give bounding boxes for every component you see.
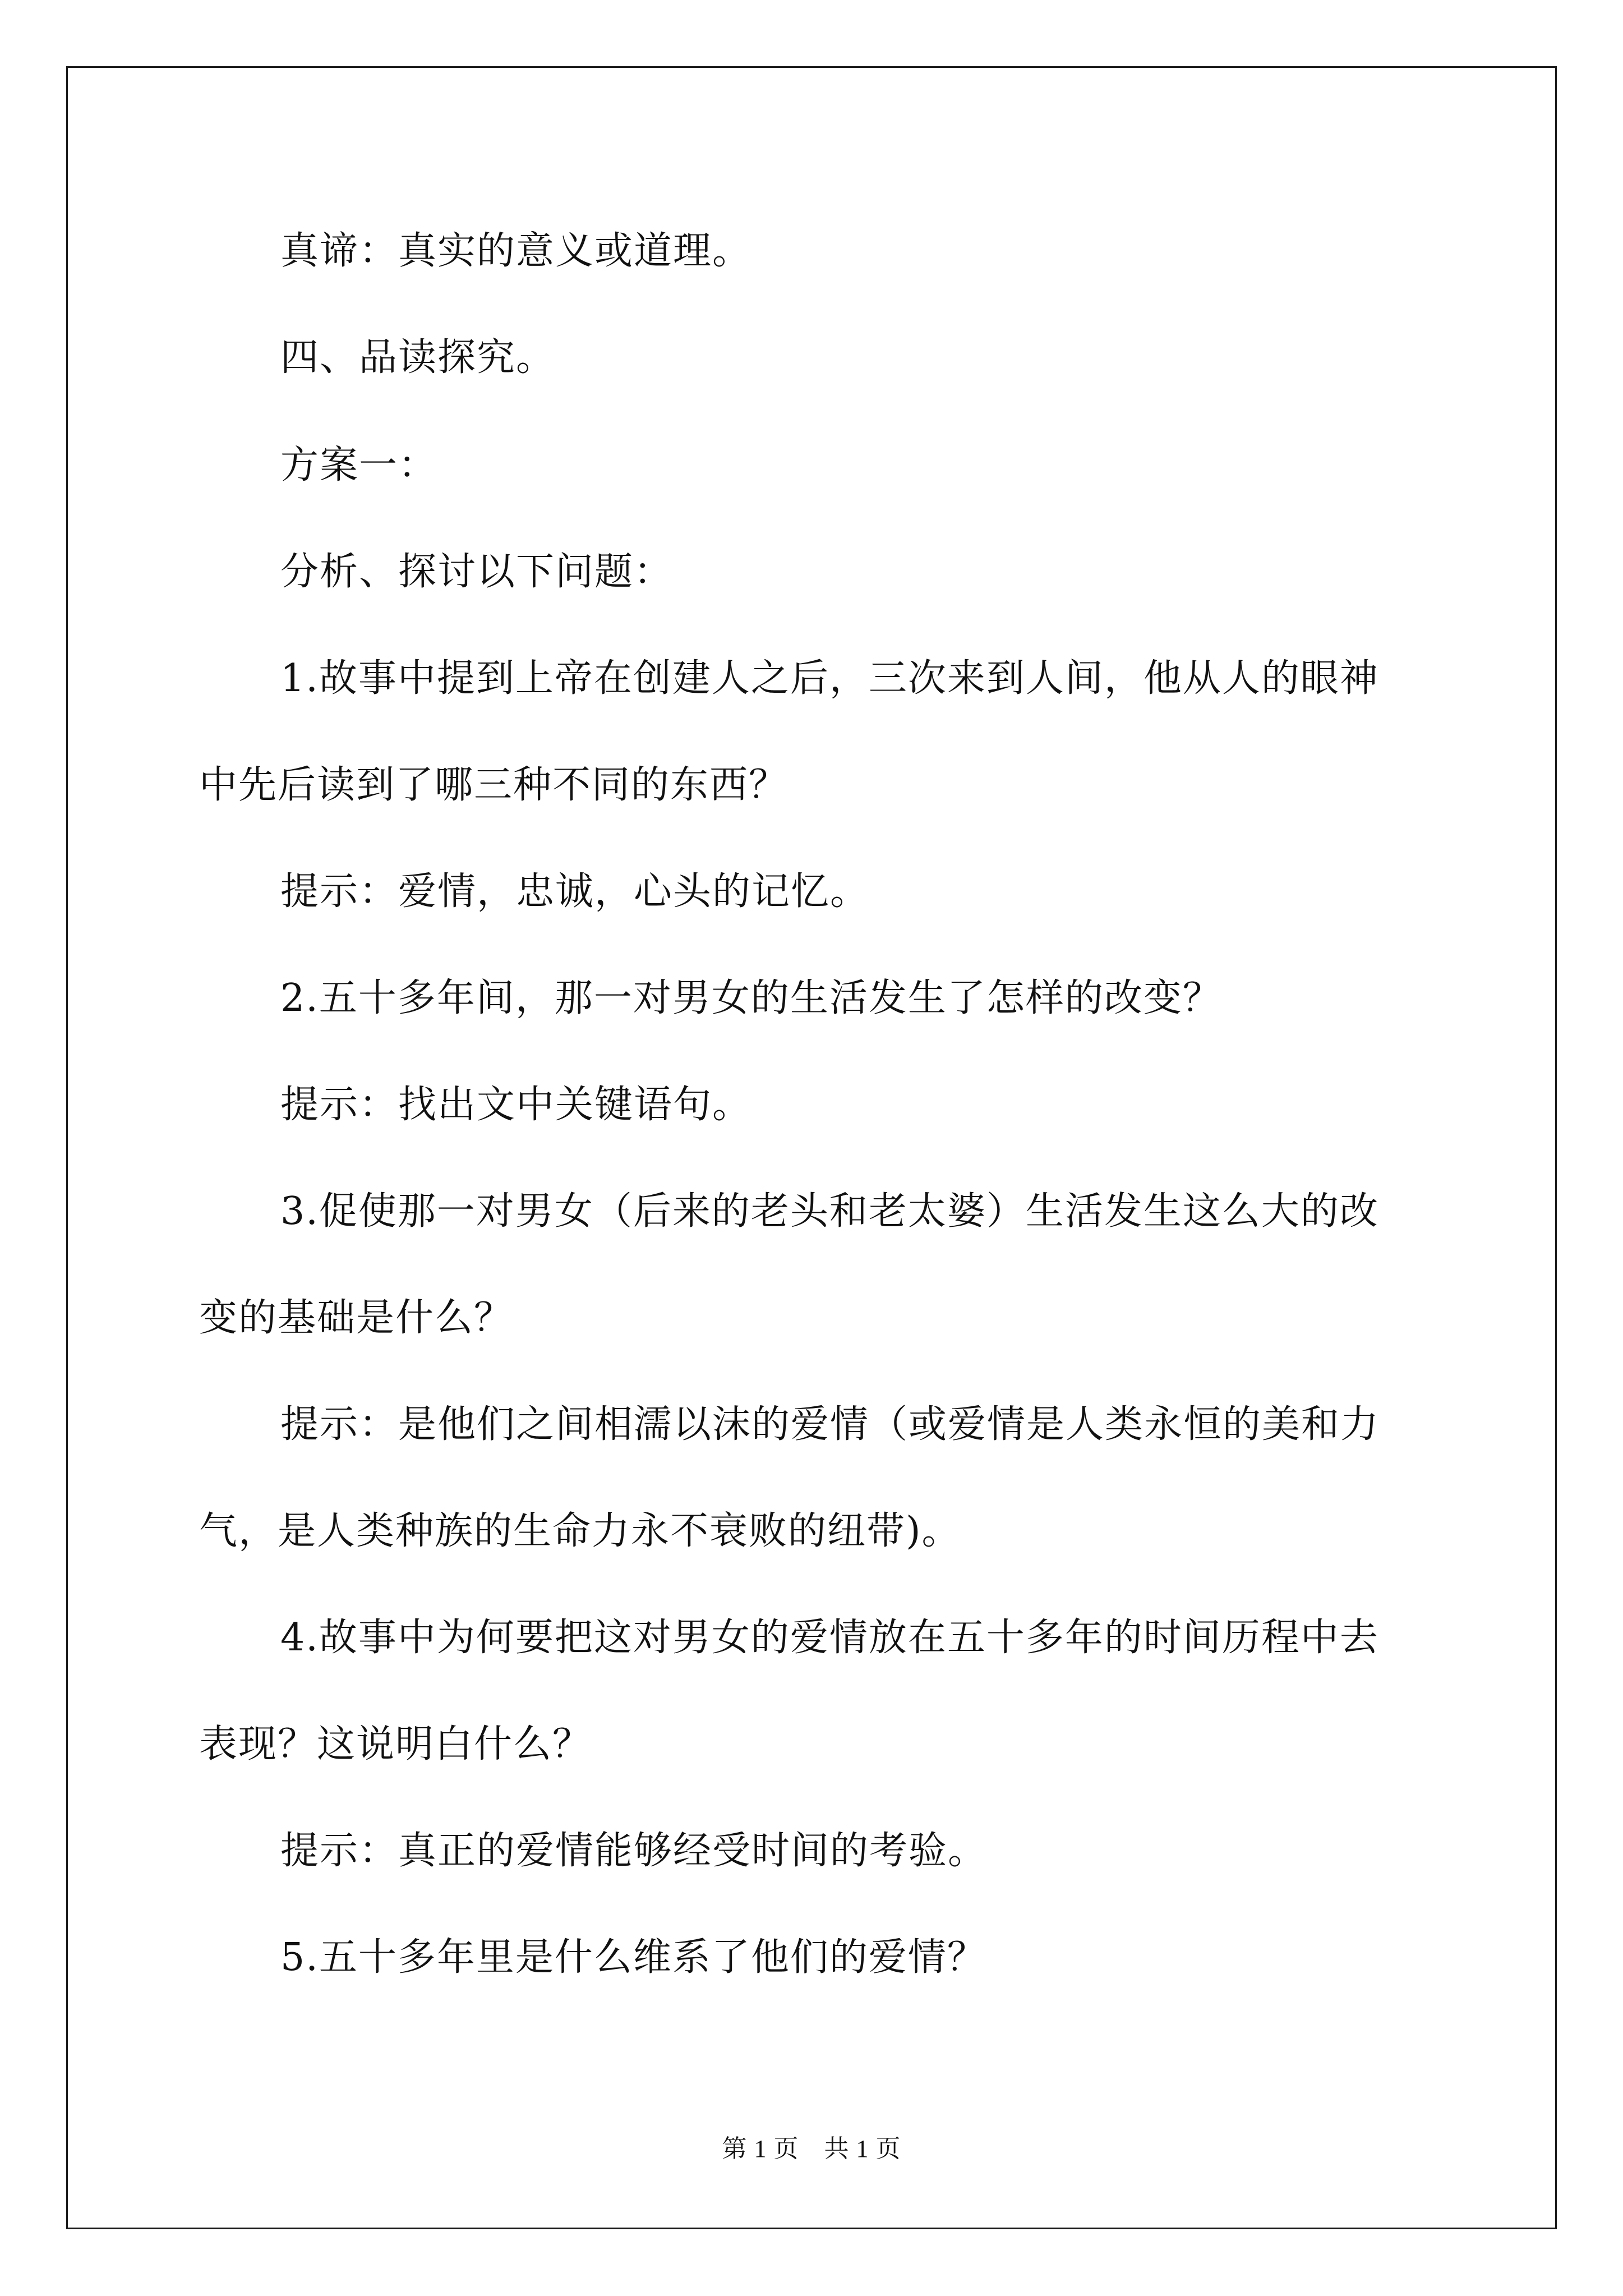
paragraph-definition: 真谛：真实的意义或道理。 (280, 229, 752, 273)
question-2: 2.五十多年间，那一对男女的生活发生了怎样的改变？ (280, 976, 1222, 1020)
question-intro: 分析、探讨以下问题： (280, 550, 674, 594)
hint-1: 提示：爱情，忠诚，心头的记忆。 (280, 869, 870, 914)
section-heading: 四、品读探究。 (280, 335, 556, 380)
page-border (66, 66, 1557, 2229)
question-1-line-2: 中先后读到了哪三种不同的东西？ (199, 763, 789, 807)
hint-2: 提示：找出文中关键语句。 (280, 1083, 752, 1127)
question-3-line-2: 变的基础是什么？ (199, 1296, 514, 1340)
hint-3-line-1: 提示：是他们之间相濡以沫的爱情（或爱情是人类永恒的美和力 (280, 1402, 1380, 1447)
question-1-line-1: 1.故事中提到上帝在创建人之后，三次来到人间，他从人的眼神 (280, 656, 1379, 701)
hint-3-line-2: 气，是人类种族的生命力永不衰败的纽带)。 (199, 1509, 961, 1553)
question-4-line-2: 表现？这说明白什么？ (199, 1722, 592, 1766)
plan-heading: 方案一： (280, 443, 438, 487)
question-4-line-1: 4.故事中为何要把这对男女的爱情放在五十多年的时间历程中去 (280, 1616, 1379, 1660)
page-number-footer: 第 1 页 共 1 页 (722, 2135, 901, 2162)
question-3-line-1: 3.促使那一对男女（后来的老头和老太婆）生活发生这么大的改 (280, 1189, 1379, 1234)
question-5: 5.五十多年里是什么维系了他们的爱情？ (280, 1935, 986, 1980)
hint-4: 提示：真正的爱情能够经受时间的考验。 (280, 1829, 988, 1873)
